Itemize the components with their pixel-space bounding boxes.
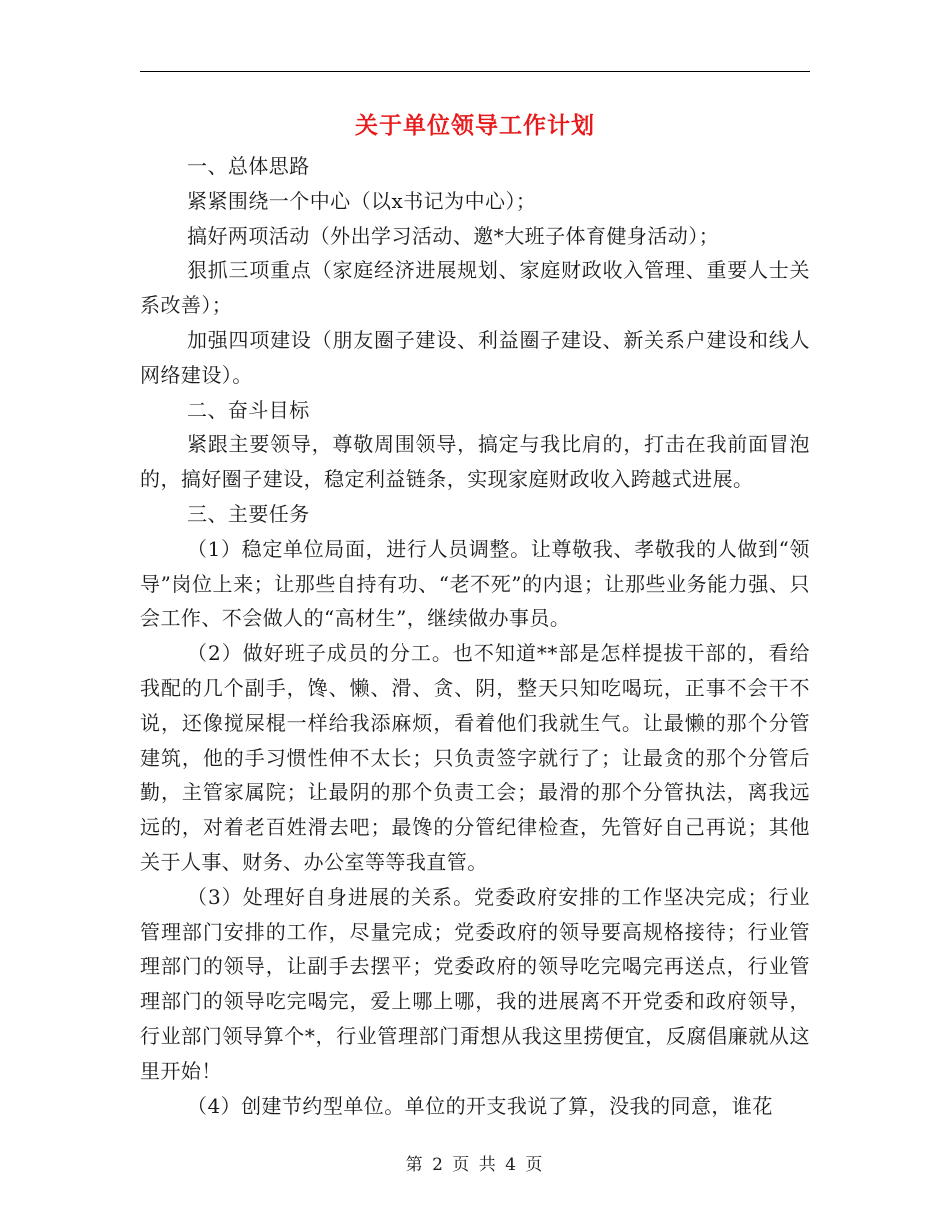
body-paragraph: 狠抓三项重点（家庭经济进展规划、家庭财政收入管理、重要人士关系改善）； — [140, 258, 810, 318]
task-paragraph-4: （4）创建节约型单位。单位的开支我说了算，没我的同意，谁花 — [187, 1093, 773, 1118]
task-paragraph-2: （2）做好班子成员的分工。也不知道**部是怎样提拔干部的，看给我配的几个副手，馋、懒、滑、贪、阴，整天只知吃喝玩，正事不会干不说，还像搅屎棍一样给我添麻烦，看着他们我就生气。让最懒的那个分管建筑，他的手习惯性伸不太长；只负责签字就行了；让最贪的那个分管后勤，主管家属院；让最阴的那个负责工会；最滑的那个分管执法，离我远远的，对着老百姓滑去吧；最馋的分管纪律检查，先管好自己再说；其他关于人事、财务、办公室等等我直管。 — [140, 641, 810, 874]
body-paragraph: 搞好两项活动（外出学习活动、邀*大班子体育健身活动）； — [187, 223, 720, 248]
page-number-footer: 第 2 页 共 4 页 — [405, 1155, 545, 1175]
body-paragraph: 紧紧围绕一个中心（以x书记为中心）； — [187, 188, 537, 213]
section-heading-tasks: 三、主要任务 — [187, 501, 310, 526]
body-paragraph: 加强四项建设（朋友圈子建设、利益圈子建设、新关系户建设和线人网络建设）。 — [140, 327, 810, 387]
body-paragraph: 紧跟主要领导，尊敬周围领导，搞定与我比肩的，打击在我前面冒泡的，搞好圈子建设，稳定利益链条，实现家庭财政收入跨越式进展。 — [140, 432, 810, 492]
section-heading-overall: 一、总体思路 — [187, 154, 310, 178]
header-rule — [140, 71, 810, 72]
section-heading-goals: 二、奋斗目标 — [187, 397, 310, 422]
document-body — [140, 149, 810, 1123]
document-title: 关于单位领导工作计划 — [355, 112, 595, 139]
task-paragraph-3: （3）处理好自身进展的关系。党委政府安排的工作坚决完成；行业管理部门安排的工作，尽量完成；党委政府的领导要高规格接待；行业管理部门的领导，让副手去摆平；党委政府的领导吃完喝完再送点，行业管理部门的领导吃完喝完，爱上哪上哪，我的进展离不开党委和政府领导，行业部门领导算个*，行业管理部门甭想从我这里捞便宜，反腐倡廉就从这里开始！ — [140, 884, 810, 1083]
task-paragraph-1: （1）稳定单位局面，进行人员调整。让尊敬我、孝敬我的人做到“领导”岗位上来；让那些自持有功、“老不死”的内退；让那些业务能力强、只会工作、不会做人的“高材生”，继续做办事员。 — [140, 536, 810, 631]
